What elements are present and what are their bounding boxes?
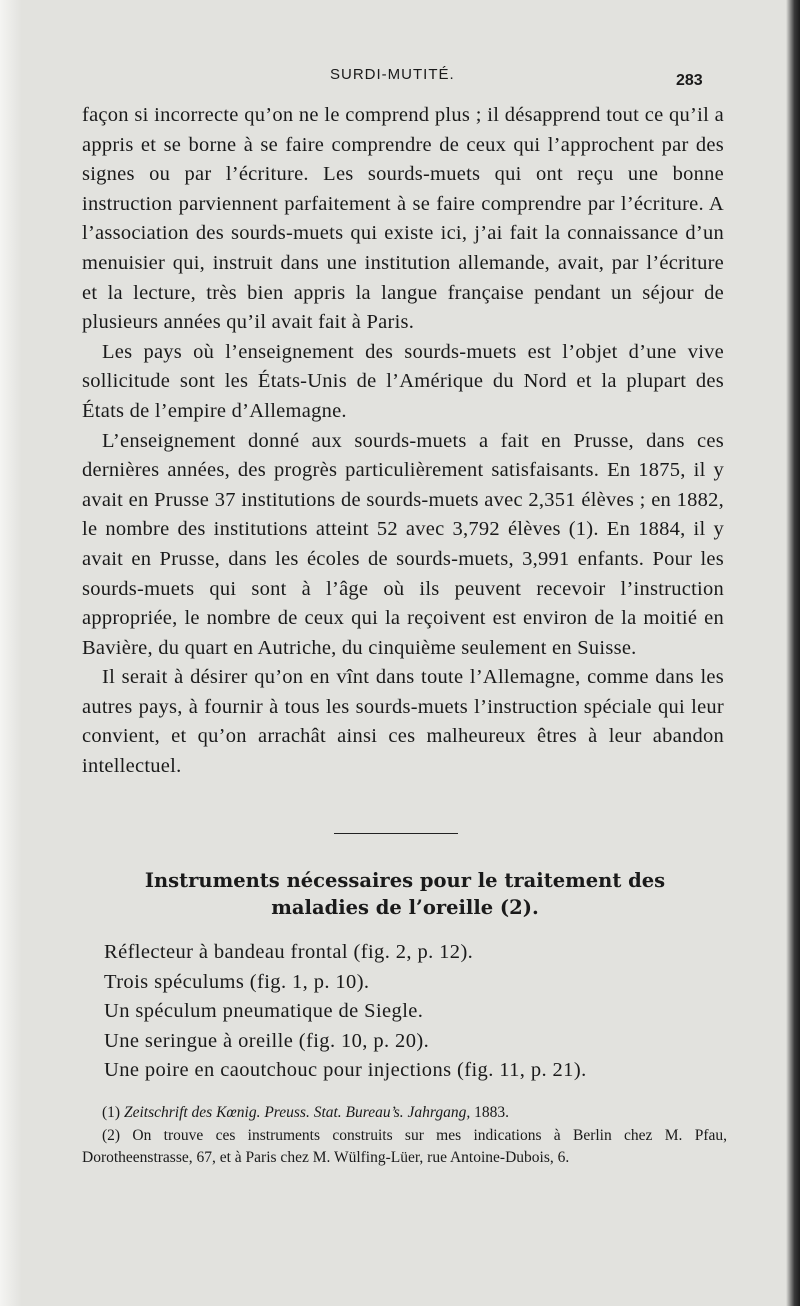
body-text <box>82 101 724 782</box>
footnotes <box>82 1102 727 1170</box>
footnote-1 <box>82 1102 727 1125</box>
running-head: SURDI-MUTITÉ. <box>330 66 455 83</box>
list-item: Trois spéculums (fig. 1, p. 10). <box>104 970 370 993</box>
section-divider <box>334 833 458 834</box>
paragraph-continued: façon si incorrecte qu’on ne le comprend plus ; il désapprend tout ce qu’il a appris et se borne à se faire comprendre de ceux qui l’approchent par des signes ou par l’écriture. Les sourds-muets qui ont reçu une bonne instruction parviennent parfaitement à se faire comprendre par l’écriture. A l’association des sourds-muets qui existe ici, j’ai fait la connaissance d’un menuisier qui, instruit dans une institution allemande, avait, par l’écriture et la lecture, très bien appris la langue française pendant un séjour de plusieurs années qu’il avait fait à Paris. <box>82 104 724 334</box>
section-heading: Instruments nécessaires pour le traitement des maladies de l’oreille (2). <box>144 869 666 919</box>
page-number: 283 <box>676 72 703 89</box>
list-item: Une seringue à oreille (fig. 10, p. 20). <box>104 1029 430 1052</box>
footnote-2-text: On trouve ces instruments construits sur mes indications à Berlin chez M. Pfau, Dorotheenstrasse, 67, et à Paris chez M. Wülfing-Lüer, rue Antoine-Dubois, 6. <box>82 1126 728 1166</box>
paragraph: Les pays où l’enseignement des sourds-muets est l’objet d’une vive sollicitude sont les États-Unis de l’Amérique du Nord et la plupart des États de l’empire d’Allemagne. <box>82 340 724 422</box>
list-item: Une poire en caoutchouc pour injections (fig. 11, p. 21). <box>104 1059 587 1082</box>
footnote-2-number: (2) <box>102 1126 121 1144</box>
paragraph: L’enseignement donné aux sourds-muets a fait en Prusse, dans ces dernières années, des progrès particulièrement satisfaisants. En 1875, il y avait en Prusse 37 institutions de sourds-muets avec 2,351 élèves ; en 1882, le nombre des institutions atteint 52 avec 3,792 élèves (1). En 1884, il y avait en Prusse, dans les écoles de sourds-muets, 3,991 enfants. Pour les sourds-muets qui sont à l’âge où ils peuvent recevoir l’instruction appropriée, le nombre de ceux qui la reçoivent est environ de la moitié en Bavière, du quart en Autriche, du cinquième seulement en Suisse. <box>82 429 724 659</box>
paragraph: Il serait à désirer qu’on en vînt dans toute l’Allemagne, comme dans les autres pays, à fournir à tous les sourds-muets l’instruction spéciale qui leur convient, et qu’on arrachât ainsi ces malheureux êtres à leur abandon intellectuel. <box>82 666 724 778</box>
footnote-1-year: 1883. <box>474 1104 510 1121</box>
footnote-1-number: (1) <box>102 1104 121 1121</box>
list-item: Un spéculum pneumatique de Siegle. <box>104 1000 424 1023</box>
list-item: Réflecteur à bandeau frontal (fig. 2, p. 12). <box>104 941 474 963</box>
instrument-list <box>104 938 724 1086</box>
footnote-1-source: Zeitschrift des Kœnig. Preuss. Stat. Bureau’s. Jahrgang, <box>123 1104 471 1121</box>
footnote-2 <box>82 1125 727 1170</box>
